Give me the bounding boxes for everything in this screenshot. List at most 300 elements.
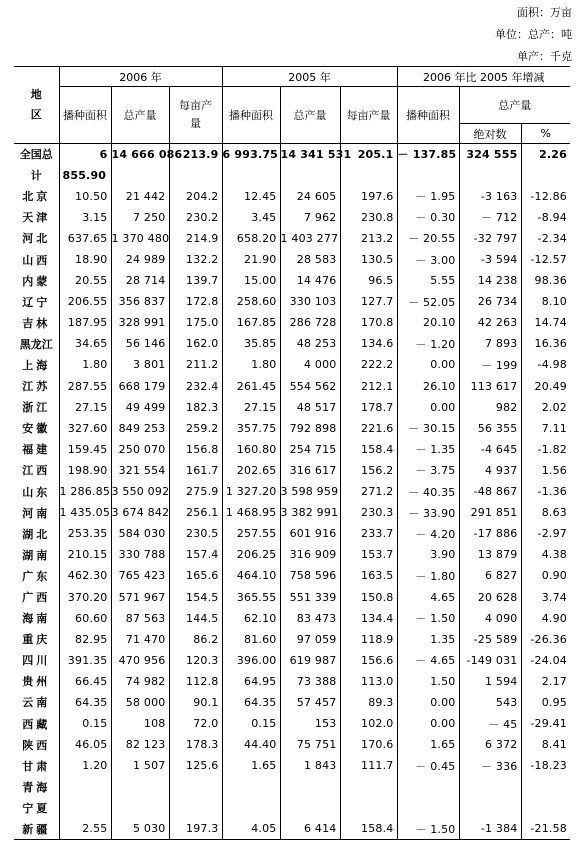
- header-2006: 2006 年: [59, 67, 222, 87]
- area-2006-cell: 1.80: [59, 354, 111, 375]
- output-2006-cell: 21 442: [111, 186, 169, 207]
- output-2006-cell: 330 788: [111, 544, 169, 565]
- area-2005-cell: 258.60: [222, 291, 280, 312]
- pct-change-cell: 8.63: [521, 502, 570, 523]
- output-2006-cell: 28 714: [111, 270, 169, 291]
- output-2005-cell: 601 916: [280, 523, 340, 544]
- output-2005-cell: 6 414: [280, 819, 340, 840]
- area-2006-cell: 159.45: [59, 439, 111, 460]
- area-2005-cell: 27.15: [222, 397, 280, 418]
- area-2005-cell: 4.05: [222, 819, 280, 840]
- region-cell: 浙江: [22, 401, 51, 415]
- yield-2006-cell: [169, 797, 222, 818]
- area-2005-cell: 81.60: [222, 629, 280, 650]
- area-2005-cell: 3.45: [222, 207, 280, 228]
- area-2006-cell: 327.60: [59, 418, 111, 439]
- area-2006-cell: 462.30: [59, 565, 111, 586]
- output-2006-cell: 328 991: [111, 312, 169, 333]
- yield-2006-cell: 157.4: [169, 544, 222, 565]
- region-cell: 海南: [22, 612, 51, 626]
- pct-change-cell: 2.26: [521, 144, 570, 165]
- output-2006-cell: 74 982: [111, 671, 169, 692]
- pct-change-cell: 2.02: [521, 397, 570, 418]
- yield-2005-cell: 158.4: [340, 439, 397, 460]
- area-2006-cell: 18.90: [59, 249, 111, 270]
- table-row: [14, 608, 570, 629]
- output-2005-cell: 14 341 531: [280, 144, 340, 165]
- yield-2005-cell: 163.5: [340, 565, 397, 586]
- area-2005-cell: 62.10: [222, 608, 280, 629]
- output-change-cell: 6 827: [459, 565, 521, 586]
- header-output-2006: 总产量: [111, 87, 169, 144]
- area-change-cell: 1.50: [397, 671, 459, 692]
- output-2005-cell: 3 382 991: [280, 502, 340, 523]
- header-sown-area-change: 播种面积: [397, 87, 459, 144]
- output-change-cell: 1 594: [459, 671, 521, 692]
- output-2005-cell: 4 000: [280, 354, 340, 375]
- output-2005-cell: 24 605: [280, 186, 340, 207]
- area-2006-cell: 20.55: [59, 270, 111, 291]
- output-2006-cell: 765 423: [111, 565, 169, 586]
- yield-2006-cell: 172.8: [169, 291, 222, 312]
- area-2006-cell: 10.50: [59, 186, 111, 207]
- area-2006-cell: 210.15: [59, 544, 111, 565]
- output-2006-cell: 71 470: [111, 629, 169, 650]
- area-2005-cell: 1.80: [222, 354, 280, 375]
- header-change: 2006 年比 2005 年增减: [397, 67, 570, 87]
- table-row: [14, 397, 570, 418]
- yield-2006-cell: 120.3: [169, 650, 222, 671]
- output-2005-cell: 48 253: [280, 333, 340, 354]
- unit-area: 面积：万亩: [517, 6, 572, 19]
- table-row: [14, 270, 570, 291]
- header-output-change: 总产量: [459, 87, 570, 124]
- yield-2005-cell: 158.4: [340, 819, 397, 840]
- table-row: [14, 418, 570, 439]
- pct-change-cell: -29.41: [521, 713, 570, 734]
- pct-change-cell: -18.23: [521, 755, 570, 776]
- area-2005-cell: 0.15: [222, 713, 280, 734]
- area-change-cell: － 33.90: [397, 502, 459, 523]
- table-row-total-cont: [14, 165, 570, 186]
- area-2005-cell: 261.45: [222, 376, 280, 397]
- area-2006-cell: 64.35: [59, 692, 111, 713]
- output-2006-cell: 470 956: [111, 650, 169, 671]
- output-change-cell: [459, 776, 521, 797]
- table-row-total: [14, 144, 570, 165]
- output-change-cell: 291 851: [459, 502, 521, 523]
- pct-change-cell: 0.95: [521, 692, 570, 713]
- yield-2006-cell: 72.0: [169, 713, 222, 734]
- region-cell: 新疆: [14, 819, 59, 840]
- table-row: [14, 650, 570, 671]
- output-change-cell: -17 886: [459, 523, 521, 544]
- yield-2005-cell: 153.7: [340, 544, 397, 565]
- region-cell: 宁夏: [22, 801, 51, 815]
- output-change-cell: 42 263: [459, 312, 521, 333]
- area-change-cell: － 137.85: [397, 144, 459, 165]
- output-2006-cell: 3 801: [111, 354, 169, 375]
- output-2006-cell: 584 030: [111, 523, 169, 544]
- yield-2005-cell: 134.4: [340, 608, 397, 629]
- yield-2006-cell: 112.8: [169, 671, 222, 692]
- output-change-cell: [459, 797, 521, 818]
- pct-change-cell: -2.34: [521, 228, 570, 249]
- area-change-cell: － 1.95: [397, 186, 459, 207]
- region-cell: 河北: [22, 232, 51, 246]
- area-2005-cell: 6 993.75: [222, 144, 280, 165]
- output-change-cell: － 336: [459, 755, 521, 776]
- yield-2005-cell: 134.6: [340, 333, 397, 354]
- area-change-cell: － 1.20: [397, 333, 459, 354]
- area-2006-cell: 206.55: [59, 291, 111, 312]
- area-change-cell: [397, 776, 459, 797]
- area-2006-cell: 66.45: [59, 671, 111, 692]
- output-2006-cell: 3 550 092: [111, 481, 169, 502]
- header-absolute: 绝对数: [459, 124, 521, 144]
- pct-change-cell: -1.36: [521, 481, 570, 502]
- output-2005-cell: 75 751: [280, 734, 340, 755]
- output-change-cell: 4 937: [459, 460, 521, 481]
- yield-2006-cell: 90.1: [169, 692, 222, 713]
- yield-2005-cell: 230.8: [340, 207, 397, 228]
- area-2006-cell: 2.55: [59, 819, 111, 840]
- table-row: [14, 249, 570, 270]
- region-cell: 四川: [22, 654, 51, 668]
- region-cell: 全国总: [19, 148, 53, 162]
- region-cell: 天津: [22, 211, 51, 225]
- region-cell: 重庆: [22, 633, 51, 647]
- yield-2005-cell: 233.7: [340, 523, 397, 544]
- region-cell: 山东: [22, 485, 51, 499]
- area-2006-cell: [59, 776, 111, 797]
- yield-2006-cell: 178.3: [169, 734, 222, 755]
- area-2006-cell: 1 286.85: [59, 481, 111, 502]
- output-change-cell: 26 734: [459, 291, 521, 312]
- area-2006-cell: 253.35: [59, 523, 111, 544]
- output-change-cell: 324 555: [459, 144, 521, 165]
- area-change-cell: 5.55: [397, 270, 459, 291]
- area-2005-cell: 365.55: [222, 586, 280, 607]
- pct-change-cell: [521, 797, 570, 818]
- area-2006-cell: 187.95: [59, 312, 111, 333]
- area-change-cell: － 4.65: [397, 650, 459, 671]
- header-sown-area-2005: 播种面积: [222, 87, 280, 144]
- area-change-cell: [397, 797, 459, 818]
- output-2005-cell: 619 987: [280, 650, 340, 671]
- pct-change-cell: -26.36: [521, 629, 570, 650]
- area-2006-cell: 637.65: [59, 228, 111, 249]
- output-2005-cell: 554 562: [280, 376, 340, 397]
- table-row: [14, 734, 570, 755]
- table-row: [14, 333, 570, 354]
- output-change-cell: -3 594: [459, 249, 521, 270]
- yield-2006-cell: 125.6: [169, 755, 222, 776]
- output-2006-cell: 250 070: [111, 439, 169, 460]
- output-2006-cell: 58 000: [111, 692, 169, 713]
- area-2006-cell: 391.35: [59, 650, 111, 671]
- header-sown-area-2006: 播种面积: [59, 87, 111, 144]
- output-2006-cell: 571 967: [111, 586, 169, 607]
- area-change-cell: 1.65: [397, 734, 459, 755]
- yield-2005-cell: 156.2: [340, 460, 397, 481]
- output-change-cell: － 712: [459, 207, 521, 228]
- area-2005-cell: 15.00: [222, 270, 280, 291]
- output-change-cell: -149 031: [459, 650, 521, 671]
- region-cell: 广东: [22, 569, 51, 583]
- region-cell: 河南: [22, 506, 51, 520]
- table-row: [14, 692, 570, 713]
- yield-2006-cell: 86.2: [169, 629, 222, 650]
- region-cell: 福建: [22, 443, 51, 457]
- area-change-cell: － 30.15: [397, 418, 459, 439]
- area-2006-cell: 60.60: [59, 608, 111, 629]
- area-2006-cell: 46.05: [59, 734, 111, 755]
- pct-change-cell: -24.04: [521, 650, 570, 671]
- output-change-cell: -4 645: [459, 439, 521, 460]
- pct-change-cell: 98.36: [521, 270, 570, 291]
- output-2006-cell: 56 146: [111, 333, 169, 354]
- area-2005-cell: 357.75: [222, 418, 280, 439]
- yield-2006-cell: 144.5: [169, 608, 222, 629]
- yield-2005-cell: 197.6: [340, 186, 397, 207]
- pct-change-cell: 2.17: [521, 671, 570, 692]
- yield-2005-cell: 150.8: [340, 586, 397, 607]
- region-cell: 安徽: [22, 422, 51, 436]
- output-2006-cell: 3 674 842: [111, 502, 169, 523]
- pct-change-cell: 20.49: [521, 376, 570, 397]
- pct-change-cell: -4.98: [521, 354, 570, 375]
- yield-2005-cell: 118.9: [340, 629, 397, 650]
- output-2005-cell: [280, 797, 340, 818]
- area-2005-cell: 1 468.95: [222, 502, 280, 523]
- area-2005-cell: 21.90: [222, 249, 280, 270]
- region-cell: 辽宁: [22, 295, 51, 309]
- yield-2005-cell: 170.6: [340, 734, 397, 755]
- output-2006-cell: 1 507: [111, 755, 169, 776]
- yield-2006-cell: 175.0: [169, 312, 222, 333]
- area-2006-cell: 370.20: [59, 586, 111, 607]
- yield-2006-cell: 275.9: [169, 481, 222, 502]
- output-2006-cell: 82 123: [111, 734, 169, 755]
- pct-change-cell: 1.56: [521, 460, 570, 481]
- output-2006-cell: 7 250: [111, 207, 169, 228]
- area-2005-cell: 257.55: [222, 523, 280, 544]
- yield-2005-cell: 127.7: [340, 291, 397, 312]
- pct-change-cell: -8.94: [521, 207, 570, 228]
- output-2006-cell: 849 253: [111, 418, 169, 439]
- yield-2005-cell: 213.2: [340, 228, 397, 249]
- area-change-cell: 26.10: [397, 376, 459, 397]
- area-change-cell: － 3.00: [397, 249, 459, 270]
- output-change-cell: 543: [459, 692, 521, 713]
- table-row: [14, 481, 570, 502]
- yield-2005-cell: 111.7: [340, 755, 397, 776]
- output-2006-cell: 24 989: [111, 249, 169, 270]
- output-change-cell: -32 797: [459, 228, 521, 249]
- yield-2006-cell: 204.2: [169, 186, 222, 207]
- yield-2005-cell: 130.5: [340, 249, 397, 270]
- region-cell: 湖北: [22, 527, 51, 541]
- yield-2006-cell: 165.6: [169, 565, 222, 586]
- pct-change-cell: -12.86: [521, 186, 570, 207]
- table-row: [14, 565, 570, 586]
- output-2005-cell: 83 473: [280, 608, 340, 629]
- header-yield-2006: 每亩产 量: [169, 87, 222, 144]
- pct-change-cell: -12.57: [521, 249, 570, 270]
- output-2006-cell: [111, 776, 169, 797]
- output-2006-cell: 356 837: [111, 291, 169, 312]
- area-2006-cell: 0.15: [59, 713, 111, 734]
- pct-change-cell: 8.41: [521, 734, 570, 755]
- area-change-cell: － 3.75: [397, 460, 459, 481]
- output-2006-cell: 668 179: [111, 376, 169, 397]
- yield-2005-cell: 212.1: [340, 376, 397, 397]
- output-2005-cell: 153: [280, 713, 340, 734]
- area-change-cell: － 0.45: [397, 755, 459, 776]
- table-row: [14, 460, 570, 481]
- table-row: [14, 586, 570, 607]
- table-row: [14, 502, 570, 523]
- area-change-cell: 4.65: [397, 586, 459, 607]
- area-2005-cell: 206.25: [222, 544, 280, 565]
- region-cell: 江苏: [22, 380, 51, 394]
- table-row: [14, 354, 570, 375]
- area-2005-cell: 160.80: [222, 439, 280, 460]
- area-2005-cell: 396.00: [222, 650, 280, 671]
- area-change-cell: － 52.05: [397, 291, 459, 312]
- output-2006-cell: [111, 797, 169, 818]
- output-2005-cell: 7 962: [280, 207, 340, 228]
- crop-statistics-table: [14, 66, 570, 840]
- region-cell: 陕西: [22, 738, 51, 752]
- yield-2005-cell: 170.8: [340, 312, 397, 333]
- table-row: [14, 671, 570, 692]
- area-2005-cell: 64.95: [222, 671, 280, 692]
- area-change-cell: － 4.20: [397, 523, 459, 544]
- region-rows: [14, 186, 570, 840]
- table-row: [14, 439, 570, 460]
- area-2006-cell: 198.90: [59, 460, 111, 481]
- output-change-cell: -48 867: [459, 481, 521, 502]
- output-change-cell: 7 893: [459, 333, 521, 354]
- yield-2006-cell: 214.9: [169, 228, 222, 249]
- yield-2006-cell: 211.2: [169, 354, 222, 375]
- output-change-cell: 14 238: [459, 270, 521, 291]
- area-change-cell: 1.35: [397, 629, 459, 650]
- yield-2005-cell: 205.1: [340, 144, 397, 165]
- area-change-cell: － 40.35: [397, 481, 459, 502]
- pct-change-cell: 16.36: [521, 333, 570, 354]
- output-change-cell: -3 163: [459, 186, 521, 207]
- region-cell: 黑龙江: [19, 337, 53, 351]
- unit-yield: 单产：千克: [517, 50, 572, 63]
- table-row: [14, 755, 570, 776]
- table-row: [14, 228, 570, 249]
- pct-change-cell: -1.82: [521, 439, 570, 460]
- yield-2006-cell: 139.7: [169, 270, 222, 291]
- output-2005-cell: 330 103: [280, 291, 340, 312]
- yield-2006-cell: 259.2: [169, 418, 222, 439]
- output-change-cell: － 45: [459, 713, 521, 734]
- area-change-cell: － 1.35: [397, 439, 459, 460]
- pct-change-cell: 4.90: [521, 608, 570, 629]
- yield-2006-cell: 197.3: [169, 819, 222, 840]
- region-cell: 西藏: [22, 717, 51, 731]
- region-cell: 山西: [22, 253, 51, 267]
- output-2005-cell: 57 457: [280, 692, 340, 713]
- yield-2005-cell: 89.3: [340, 692, 397, 713]
- area-2005-cell: [222, 776, 280, 797]
- output-2006-cell: 321 554: [111, 460, 169, 481]
- region-cell: 内蒙: [22, 274, 51, 288]
- table-row: [14, 776, 570, 797]
- pct-change-cell: 0.90: [521, 565, 570, 586]
- header-2005: 2005 年: [222, 67, 397, 87]
- pct-change-cell: 4.38: [521, 544, 570, 565]
- yield-2005-cell: 102.0: [340, 713, 397, 734]
- area-2006-cell: 855.90: [59, 165, 111, 186]
- output-2006-cell: 87 563: [111, 608, 169, 629]
- output-2006-cell: 14 666 086: [111, 144, 169, 165]
- header-percent: %: [521, 124, 570, 144]
- unit-notes: [495, 2, 572, 68]
- output-2005-cell: 551 339: [280, 586, 340, 607]
- output-2005-cell: 792 898: [280, 418, 340, 439]
- area-change-cell: 20.10: [397, 312, 459, 333]
- table-row: [14, 713, 570, 734]
- yield-2006-cell: 161.7: [169, 460, 222, 481]
- header-output-2005: 总产量: [280, 87, 340, 144]
- area-2005-cell: 167.85: [222, 312, 280, 333]
- area-2006-cell: 1.20: [59, 755, 111, 776]
- yield-2006-cell: 162.0: [169, 333, 222, 354]
- output-2005-cell: 14 476: [280, 270, 340, 291]
- area-change-cell: － 1.80: [397, 565, 459, 586]
- region-cell: 上海: [22, 358, 51, 372]
- area-change-cell: － 1.50: [397, 608, 459, 629]
- output-change-cell: 4 090: [459, 608, 521, 629]
- area-2005-cell: 658.20: [222, 228, 280, 249]
- table-row: [14, 544, 570, 565]
- output-2006-cell: 1 370 480: [111, 228, 169, 249]
- pct-change-cell: -21.58: [521, 819, 570, 840]
- pct-change-cell: [521, 776, 570, 797]
- pct-change-cell: 7.11: [521, 418, 570, 439]
- unit-output: 单位：总产：吨: [495, 28, 572, 41]
- area-2005-cell: 464.10: [222, 565, 280, 586]
- yield-2006-cell: 232.4: [169, 376, 222, 397]
- yield-2005-cell: 96.5: [340, 270, 397, 291]
- output-2005-cell: 97 059: [280, 629, 340, 650]
- yield-2005-cell: [340, 797, 397, 818]
- area-2006-cell: 6: [59, 144, 111, 165]
- table-row: [14, 797, 570, 818]
- output-2005-cell: 758 596: [280, 565, 340, 586]
- yield-2006-cell: [169, 776, 222, 797]
- yield-2006-cell: 230.5: [169, 523, 222, 544]
- area-change-cell: － 20.55: [397, 228, 459, 249]
- yield-2005-cell: 221.6: [340, 418, 397, 439]
- region-cell: 湖南: [22, 548, 51, 562]
- output-2005-cell: 3 598 959: [280, 481, 340, 502]
- yield-2006-cell: 230.2: [169, 207, 222, 228]
- yield-2006-cell: 156.8: [169, 439, 222, 460]
- area-2006-cell: 34.65: [59, 333, 111, 354]
- area-change-cell: － 1.50: [397, 819, 459, 840]
- output-change-cell: 56 355: [459, 418, 521, 439]
- output-change-cell: 113 617: [459, 376, 521, 397]
